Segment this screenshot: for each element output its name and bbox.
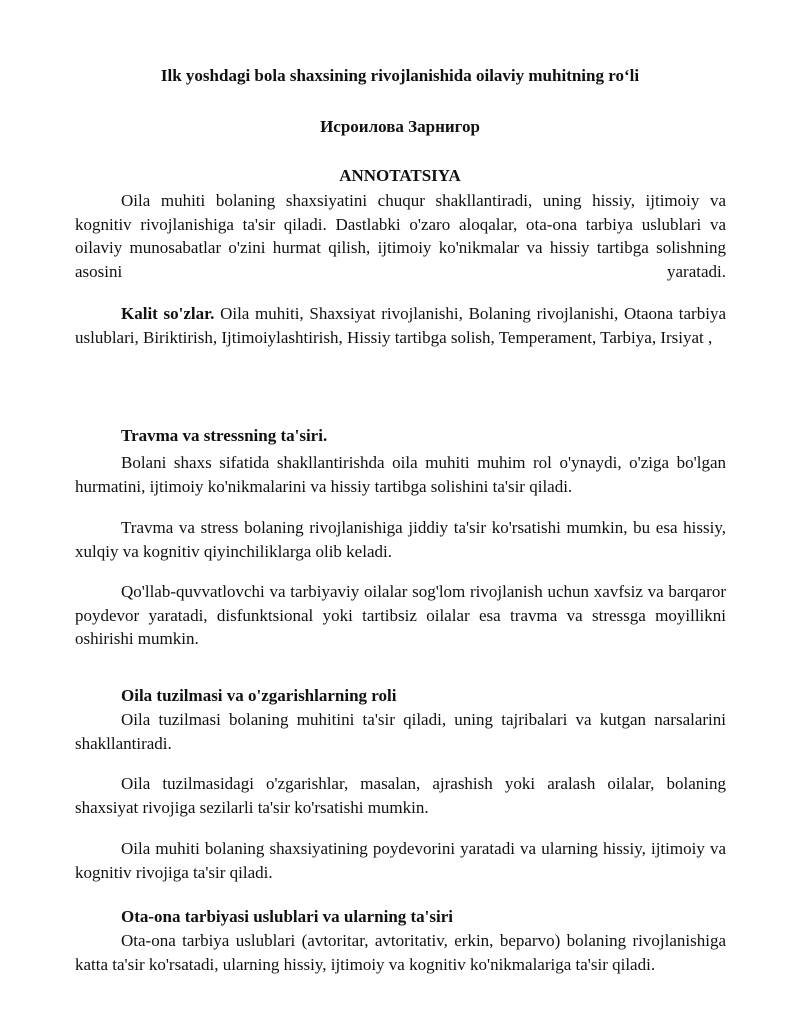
section-paragraph: Qo'llab-quvvatlovchi va tarbiyaviy oilalar sog'lom rivojlanish uchun xavfsiz va barqaror poydevor yaratadi, disfunktsional yoki tartibsiz oilalar esa travma va stressga moyillikni oshirishi mumkin. xyxy=(75,582,726,648)
section-heading: Oila tuzilmasi va o'zgarishlarning roli xyxy=(121,686,397,705)
keywords-label: Kalit so'zlar. xyxy=(121,304,215,323)
keywords-text: Oila muhiti, Shaxsiyat rivojlanishi, Bolaning rivojlanishi, Otaona tarbiya uslublari, Biriktirish, Ijtimoiylashtirish, Hissiy tartibga solish, Temperament, Tarbiya, Irsiyat , xyxy=(75,304,726,347)
keywords-paragraph xyxy=(75,302,726,349)
annotation-paragraph: Oila muhiti bolaning shaxsiyatini chuqur shakllantiradi, uning hissiy, ijtimoiy va kognitiv rivojlanishiga ta'sir qiladi. Dastlabki o'zaro aloqalar, ota-ona tarbiya uslublari va oilaviy munosabatlar o'zini hurmat qilish, ijtimoiy ko'nikmalar va hissiy tartibga solishning asosini yaratadi. xyxy=(75,191,726,281)
section-heading: Ota-ona tarbiyasi uslublari va ularning ta'siri xyxy=(121,907,454,926)
section-paragraph: Oila muhiti bolaning shaxsiyatining poydevorini yaratadi va ularning hissiy, ijtimoiy va kognitiv rivojiga ta'sir qiladi. xyxy=(75,839,726,882)
section-paragraph: Travma va stress bolaning rivojlanishiga jiddiy ta'sir ko'rsatishi mumkin, bu esa hissiy, xulqiy va kognitiv qiyinchiliklarga olib keladi. xyxy=(75,518,726,561)
section-heading: Travma va stressning ta'siri. xyxy=(121,426,328,445)
document-title: Ilk yoshdagi bola shaxsining rivojlanishida oilaviy muhitning roʻli xyxy=(160,66,640,85)
annotation-heading: ANNOTATSIYA xyxy=(339,166,461,185)
section-paragraph: Bolani shaxs sifatida shakllantirishda oila muhiti muhim rol o'ynaydi, o'ziga bo'lgan hurmatini, ijtimoiy ko'nikmalarini va hissiy tartibga solishini ta'sir qiladi. xyxy=(75,453,726,496)
section-paragraph: Oila tuzilmasidagi o'zgarishlar, masalan, ajrashish yoki aralash oilalar, bolaning shaxsiyat rivojiga sezilarli ta'sir ko'rsatishi mumkin. xyxy=(75,774,726,817)
section-paragraph: Ota-ona tarbiya uslublari (avtoritar, avtoritativ, erkin, beparvo) bolaning rivojlanishiga katta ta'sir ko'rsatadi, ularning hissiy, ijtimoiy va kognitiv ko'nikmalariga ta'sir qiladi. xyxy=(75,931,726,974)
author-name: Исроилова Зарнигор xyxy=(320,117,480,136)
section-paragraph: Oila tuzilmasi bolaning muhitini ta'sir qiladi, uning tajribalari va kutgan narsalarini shakllantiradi. xyxy=(75,710,726,753)
